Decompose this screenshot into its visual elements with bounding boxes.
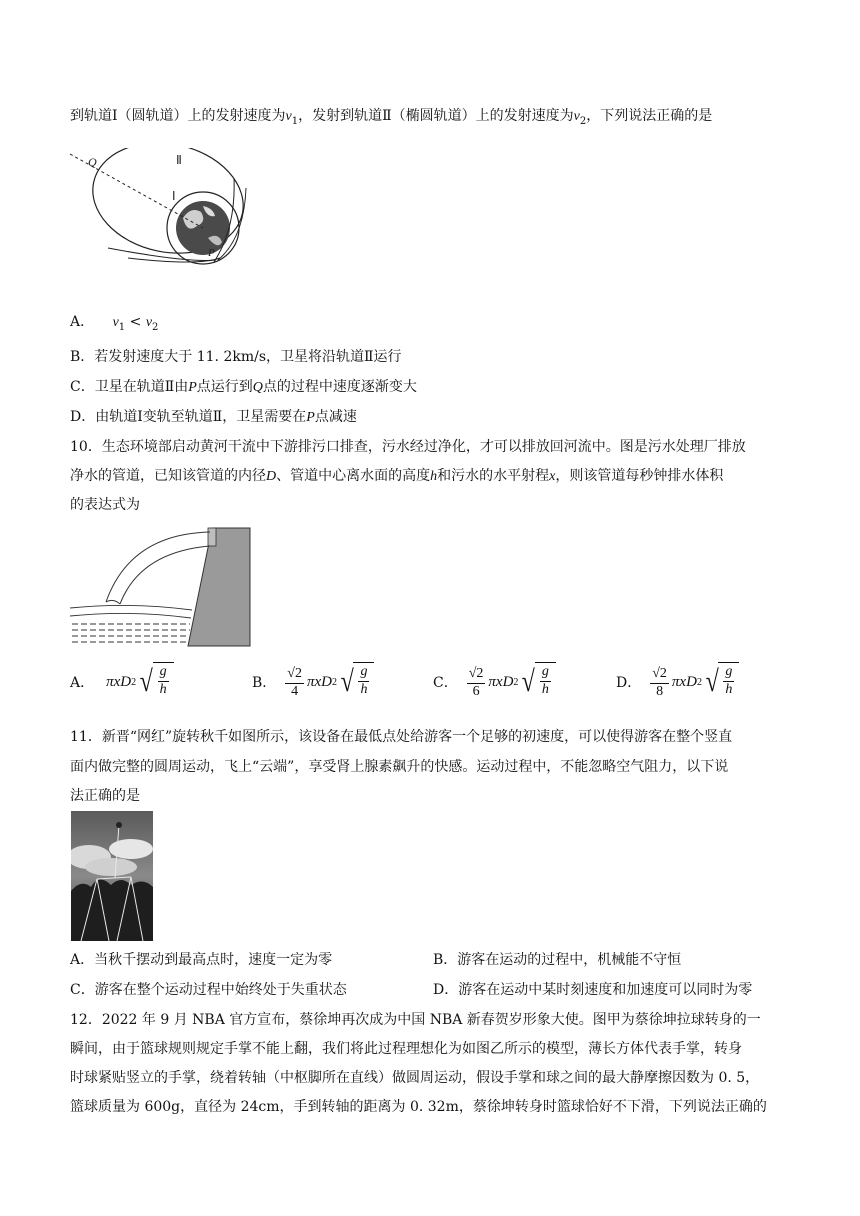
coef-numerator: √2 — [650, 665, 669, 684]
option-text: 点运行到 — [196, 379, 253, 395]
frac-g: g — [540, 663, 551, 682]
expr-pi-x-d: πxD — [106, 673, 132, 690]
q10-text: ，则该管道每秒钟排水体积 — [555, 468, 724, 484]
sqrt-g-over-h: √ $\frac{g}{h}$ — [520, 662, 555, 702]
q10-line-1: 10．生态环境部启动黄河干流中下游排污口排查，污水经过净化，才可以排放回河流中。图是污水处理厂排放 — [70, 439, 746, 455]
pipe-outlet — [208, 528, 216, 546]
frac-h: h — [541, 682, 549, 697]
water-jet-inner — [120, 546, 210, 604]
less-than-sign: < — [125, 314, 146, 330]
q11-line-1: 11．新晋“网红”旋转秋千如图所示，该设备在最低点处给游客一个足够的初速度，可以使得游客在整个竖直 — [70, 729, 733, 745]
v1-subscript: 1 — [118, 322, 126, 333]
expr-pi-x-d: πxD — [488, 673, 514, 690]
q10-option-a — [70, 662, 174, 702]
expr-pi-x-d: πxD — [671, 673, 697, 690]
embankment-wall — [188, 528, 250, 646]
q9-stem — [70, 106, 712, 132]
symbol-h: h — [430, 469, 438, 484]
q10-option-b — [252, 662, 374, 702]
pipe-figure — [70, 526, 260, 648]
label-q: Q — [88, 155, 97, 169]
q9-option-d — [70, 407, 357, 428]
v2-symbol: v — [573, 109, 580, 124]
q12-line-3: 时球紧贴竖立的手掌，绕着转轴（中枢脚所在直线）做圆周运动，假设手掌和球之间的最大静摩擦因数为 0. 5， — [70, 1070, 760, 1086]
v1-subscript: 1 — [291, 116, 299, 127]
q11-line-2: 面内做完整的圆周运动，飞上“云端”，享受肾上腺素飙升的快感。运动过程中，不能忽略空气阻力，以下说 — [70, 759, 729, 775]
water-surface — [70, 605, 192, 642]
q10-option-d — [616, 662, 739, 702]
q9-option-c — [70, 377, 417, 398]
frac-h: h — [360, 682, 368, 697]
q9-stem-part: ，发射到轨道Ⅱ（椭圆轨道）上的发射速度为 — [298, 108, 574, 124]
frac-g: g — [358, 663, 369, 682]
option-label: D． — [616, 675, 642, 691]
v2-subscript: 2 — [579, 116, 587, 127]
option-text: D．由轨道Ⅰ变轨至轨道Ⅱ，卫星需要在 — [70, 409, 307, 425]
option-label: B． — [252, 675, 277, 691]
sqrt-g-over-h: √ $\frac{g}{h}$ — [138, 662, 173, 702]
expr-exponent: 2 — [332, 676, 337, 688]
q11-line-3: 法正确的是 — [70, 788, 140, 804]
sqrt-g-over-h: √ $\frac{g}{h}$ — [339, 662, 374, 702]
frac-g: g — [723, 663, 734, 682]
v2-symbol: v — [145, 315, 153, 330]
expr-pi-x-d: πxD — [306, 673, 332, 690]
point-p: P — [306, 410, 315, 425]
q10-text: 和污水的水平射程 — [437, 468, 550, 484]
q11-option-c: C．游客在整个运动过程中始终处于失重状态 — [70, 982, 347, 998]
label-orbit-ii: Ⅱ — [176, 153, 182, 167]
q10-text: 、管道中心离水面的高度 — [276, 468, 431, 484]
coef-numerator: √2 — [467, 665, 486, 684]
orbit-figure — [68, 148, 248, 268]
frac-g: g — [158, 663, 169, 682]
point-q: Q — [252, 380, 263, 395]
q10-line-2 — [70, 466, 723, 487]
q9-option-a — [70, 312, 158, 338]
sqrt-g-over-h: √ $\frac{g}{h}$ — [704, 662, 739, 702]
coef-denominator: 8 — [656, 683, 664, 699]
q9-stem-part: 到轨道Ⅰ（圆轨道）上的发射速度为 — [70, 108, 286, 124]
coef-numerator: √2 — [285, 665, 304, 684]
coef-denominator: 6 — [472, 683, 480, 699]
frac-h: h — [159, 682, 167, 697]
expr-exponent: 2 — [513, 676, 519, 688]
point-p: P — [188, 380, 197, 395]
q9-option-b: B．若发射速度大于 11. 2km/s，卫星将沿轨道Ⅱ运行 — [70, 349, 402, 365]
q11-option-b: B．游客在运动的过程中，机械能不守恒 — [433, 952, 682, 968]
label-p: P — [208, 247, 215, 259]
q12-line-2: 瞬间，由于篮球规则规定手掌不能上翻，我们将此过程理想化为如图乙所示的模型，薄长方体代表手掌，转身 — [70, 1041, 742, 1057]
option-label: C． — [433, 675, 458, 691]
coef-denominator: 4 — [291, 683, 299, 699]
swing-photo — [71, 811, 153, 941]
label-orbit-i: Ⅰ — [172, 189, 176, 203]
q9-stem-part: ，下列说法正确的是 — [586, 108, 713, 124]
v1-symbol: v — [112, 315, 119, 330]
option-label: A． — [70, 675, 95, 691]
symbol-d: D — [266, 469, 277, 484]
expr-exponent: 2 — [131, 676, 137, 688]
frac-h: h — [725, 682, 733, 697]
v1-symbol: v — [285, 109, 292, 124]
q10-option-c — [433, 662, 556, 702]
v2-subscript: 2 — [152, 322, 159, 333]
q10-line-3: 的表达式为 — [70, 497, 140, 513]
option-text: 点减速 — [314, 409, 357, 425]
water-jet-outer — [106, 532, 210, 602]
option-label: A． — [70, 314, 95, 330]
option-text: C．卫星在轨道Ⅱ由 — [70, 379, 189, 395]
q10-text: 净水的管道，已知该管道的内径 — [70, 468, 266, 484]
option-text: 点的过程中速度逐渐变大 — [262, 379, 417, 395]
q12-line-4: 篮球质量为 600g，直径为 24cm，手到转轴的距离为 0. 32m，蔡徐坤转身时篮球恰好不下滑，下列说法正确的 — [70, 1099, 767, 1115]
q11-option-a: A．当秋千摆动到最高点时，速度一定为零 — [70, 952, 333, 968]
q12-line-1: 12．2022 年 9 月 NBA 官方宣布，蔡徐坤再次成为中国 NBA 新春贺岁形象大使。图甲为蔡徐坤拉球转身的一 — [70, 1012, 761, 1028]
expr-exponent: 2 — [696, 676, 702, 688]
q11-option-d: D．游客在运动中某时刻速度和加速度可以同时为零 — [433, 982, 753, 998]
symbol-x: x — [549, 469, 556, 484]
